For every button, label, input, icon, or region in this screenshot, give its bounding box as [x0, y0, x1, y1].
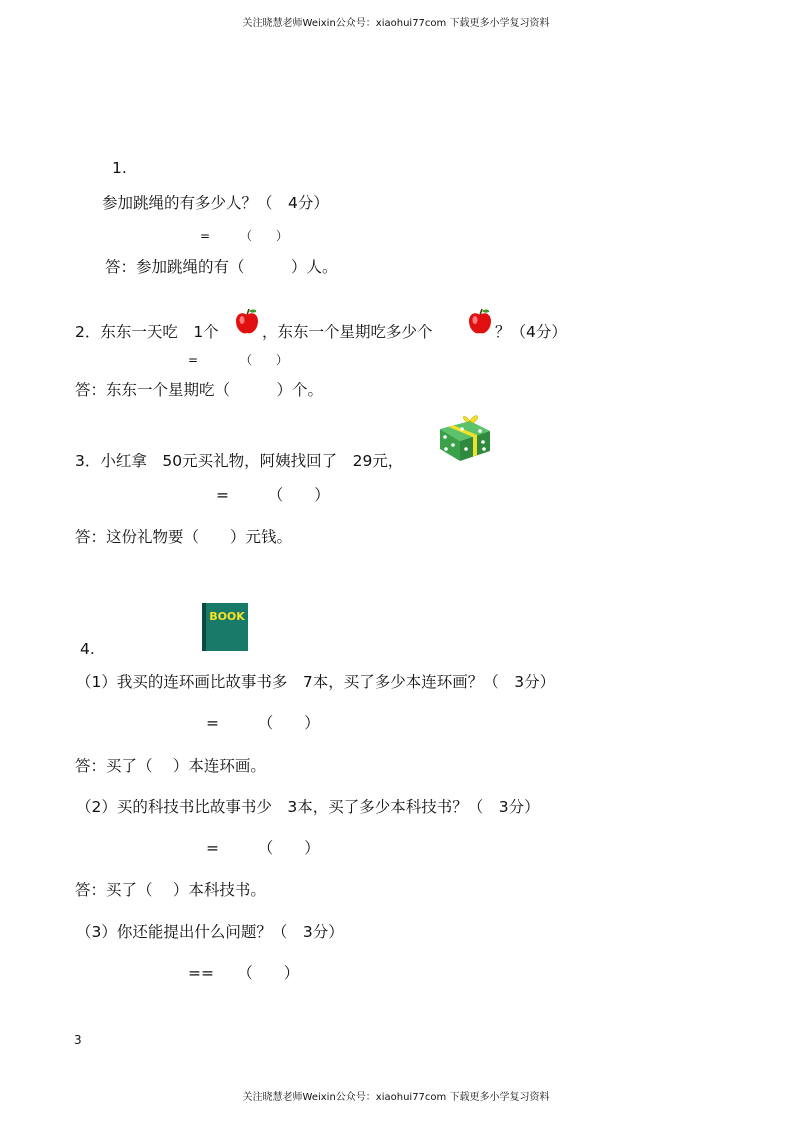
q1-equation: = （ ）	[200, 229, 289, 243]
q2-answer: 答：东东一个星期吃（ ）个。	[75, 381, 324, 399]
apple-icon	[467, 308, 493, 336]
q4-part2-equation: = （ ）	[206, 839, 320, 857]
apple-icon	[234, 308, 260, 336]
q3-question: 3．小红拿 50元买礼物，阿姨找回了 29元，	[75, 452, 404, 470]
q2-middle: ，东东一个星期吃多少个	[262, 323, 433, 341]
q2-suffix: ？（4分）	[495, 323, 567, 341]
q4-part1-question: （1）我买的连环画比故事书多 7本，买了多少本连环画？（ 3分）	[76, 673, 556, 691]
q3-answer: 答：这份礼物要（ ）元钱。	[75, 528, 293, 546]
page-number: 3	[74, 1033, 82, 1047]
q1-question: 参加跳绳的有多少人？（ 4分）	[102, 194, 329, 212]
q4-part3-question: （3）你还能提出什么问题？（ 3分）	[76, 923, 344, 941]
book-label: BOOK	[209, 610, 245, 623]
page-footer: 关注晓慧老师Weixin公众号：xiaohui77com 下载更多小学复习资料	[242, 1092, 550, 1103]
q1-answer: 答：参加跳绳的有（ ）人。	[105, 258, 338, 276]
q4-part2-answer: 答：买了（ ）本科技书。	[75, 881, 266, 899]
q4-part1-answer: 答：买了（ ）本连环画。	[75, 757, 266, 775]
q3-equation: = （ ）	[216, 486, 330, 504]
q2-equation: = （ ）	[188, 353, 289, 367]
q2-prefix: 2．东东一天吃 1个	[75, 323, 219, 341]
q4-part1-equation: = （ ）	[206, 714, 320, 732]
gift-box-icon	[436, 409, 494, 463]
book-icon	[202, 603, 248, 651]
q1-number: 1.	[112, 159, 127, 177]
page-header: 关注晓慧老师Weixin公众号：xiaohui77com 下载更多小学复习资料	[242, 18, 550, 29]
q4-part2-question: （2）买的科技书比故事书少 3本，买了多少本科技书？（ 3分）	[76, 798, 540, 816]
q4-part3-equation: == （ ）	[188, 964, 300, 982]
q4-number: 4.	[80, 640, 95, 658]
